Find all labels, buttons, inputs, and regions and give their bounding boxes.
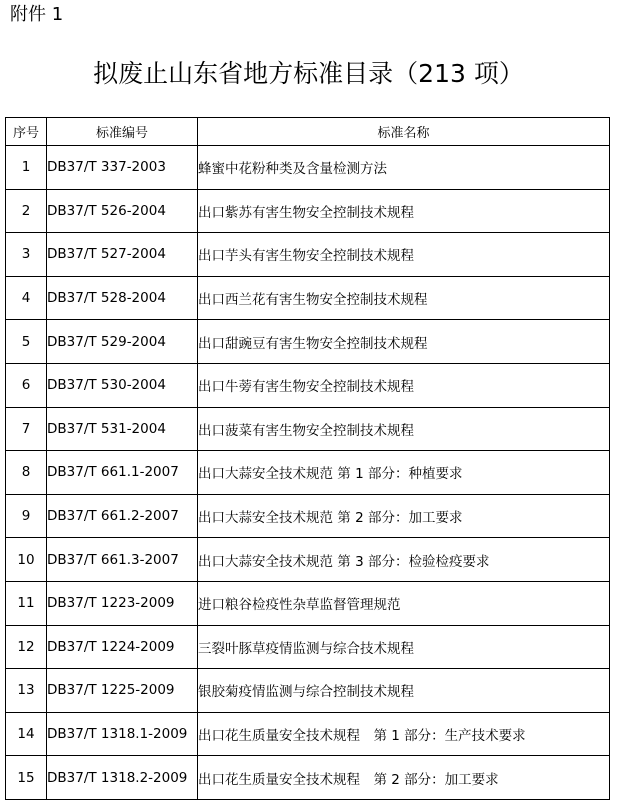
row-code: DB37/T 337-2003 — [47, 146, 198, 190]
table-row — [6, 625, 610, 669]
row-code: DB37/T 530-2004 — [47, 363, 198, 407]
row-no: 4 — [6, 276, 47, 320]
row-name: 出口甜豌豆有害生物安全控制技术规程 — [198, 320, 610, 364]
row-code: DB37/T 661.1-2007 — [47, 451, 198, 495]
row-code: DB37/T 1225-2009 — [47, 669, 198, 713]
row-code: DB37/T 528-2004 — [47, 276, 198, 320]
row-no: 9 — [6, 494, 47, 538]
row-name: 出口花生质量安全技术规程 第 2 部分：加工要求 — [198, 756, 610, 800]
row-name: 蜂蜜中花粉种类及含量检测方法 — [198, 146, 610, 190]
row-code: DB37/T 531-2004 — [47, 407, 198, 451]
row-name: 三裂叶豚草疫情监测与综合技术规程 — [198, 625, 610, 669]
row-code: DB37/T 1223-2009 — [47, 581, 198, 625]
row-name: 出口大蒜安全技术规范 第 2 部分：加工要求 — [198, 494, 610, 538]
row-name: 出口紫苏有害生物安全控制技术规程 — [198, 189, 610, 233]
row-no: 15 — [6, 756, 47, 800]
row-code: DB37/T 1318.2-2009 — [47, 756, 198, 800]
table-row — [6, 320, 610, 364]
row-no: 13 — [6, 669, 47, 713]
table-header-row — [6, 118, 610, 146]
row-no: 6 — [6, 363, 47, 407]
page-title: 拟废止山东省地方标准目录（213 项） — [93, 59, 524, 88]
row-no: 2 — [6, 189, 47, 233]
row-code: DB37/T 1318.1-2009 — [47, 712, 198, 756]
table-row — [6, 146, 610, 190]
row-no: 14 — [6, 712, 47, 756]
row-no: 8 — [6, 451, 47, 495]
row-name: 出口菠菜有害生物安全控制技术规程 — [198, 407, 610, 451]
row-no: 3 — [6, 233, 47, 277]
column-header-code: 标准编号 — [47, 118, 198, 146]
row-code: DB37/T 529-2004 — [47, 320, 198, 364]
row-name: 出口芋头有害生物安全控制技术规程 — [198, 233, 610, 277]
table-row — [6, 712, 610, 756]
row-name: 出口大蒜安全技术规范 第 1 部分：种植要求 — [198, 451, 610, 495]
row-no: 1 — [6, 146, 47, 190]
row-code: DB37/T 527-2004 — [47, 233, 198, 277]
table-row — [6, 407, 610, 451]
attachment-label: 附件 1 — [10, 4, 64, 25]
row-name: 出口牛蒡有害生物安全控制技术规程 — [198, 363, 610, 407]
standards-table — [5, 117, 610, 800]
row-name: 出口大蒜安全技术规范 第 3 部分：检验检疫要求 — [198, 538, 610, 582]
row-no: 7 — [6, 407, 47, 451]
row-no: 10 — [6, 538, 47, 582]
row-no: 12 — [6, 625, 47, 669]
table-row — [6, 538, 610, 582]
row-name: 银胶菊疫情监测与综合控制技术规程 — [198, 669, 610, 713]
row-no: 5 — [6, 320, 47, 364]
column-header-no: 序号 — [6, 118, 47, 146]
row-name: 出口花生质量安全技术规程 第 1 部分：生产技术要求 — [198, 712, 610, 756]
row-code: DB37/T 526-2004 — [47, 189, 198, 233]
table-row — [6, 451, 610, 495]
row-code: DB37/T 661.2-2007 — [47, 494, 198, 538]
table-row — [6, 756, 610, 800]
table-row — [6, 494, 610, 538]
table-row — [6, 276, 610, 320]
column-header-name: 标准名称 — [198, 118, 610, 146]
table-row — [6, 189, 610, 233]
table-row — [6, 233, 610, 277]
table-row — [6, 669, 610, 713]
table-row — [6, 581, 610, 625]
row-name: 进口粮谷检疫性杂草监督管理规范 — [198, 581, 610, 625]
row-code: DB37/T 661.3-2007 — [47, 538, 198, 582]
row-no: 11 — [6, 581, 47, 625]
table-row — [6, 363, 610, 407]
row-code: DB37/T 1224-2009 — [47, 625, 198, 669]
row-name: 出口西兰花有害生物安全控制技术规程 — [198, 276, 610, 320]
